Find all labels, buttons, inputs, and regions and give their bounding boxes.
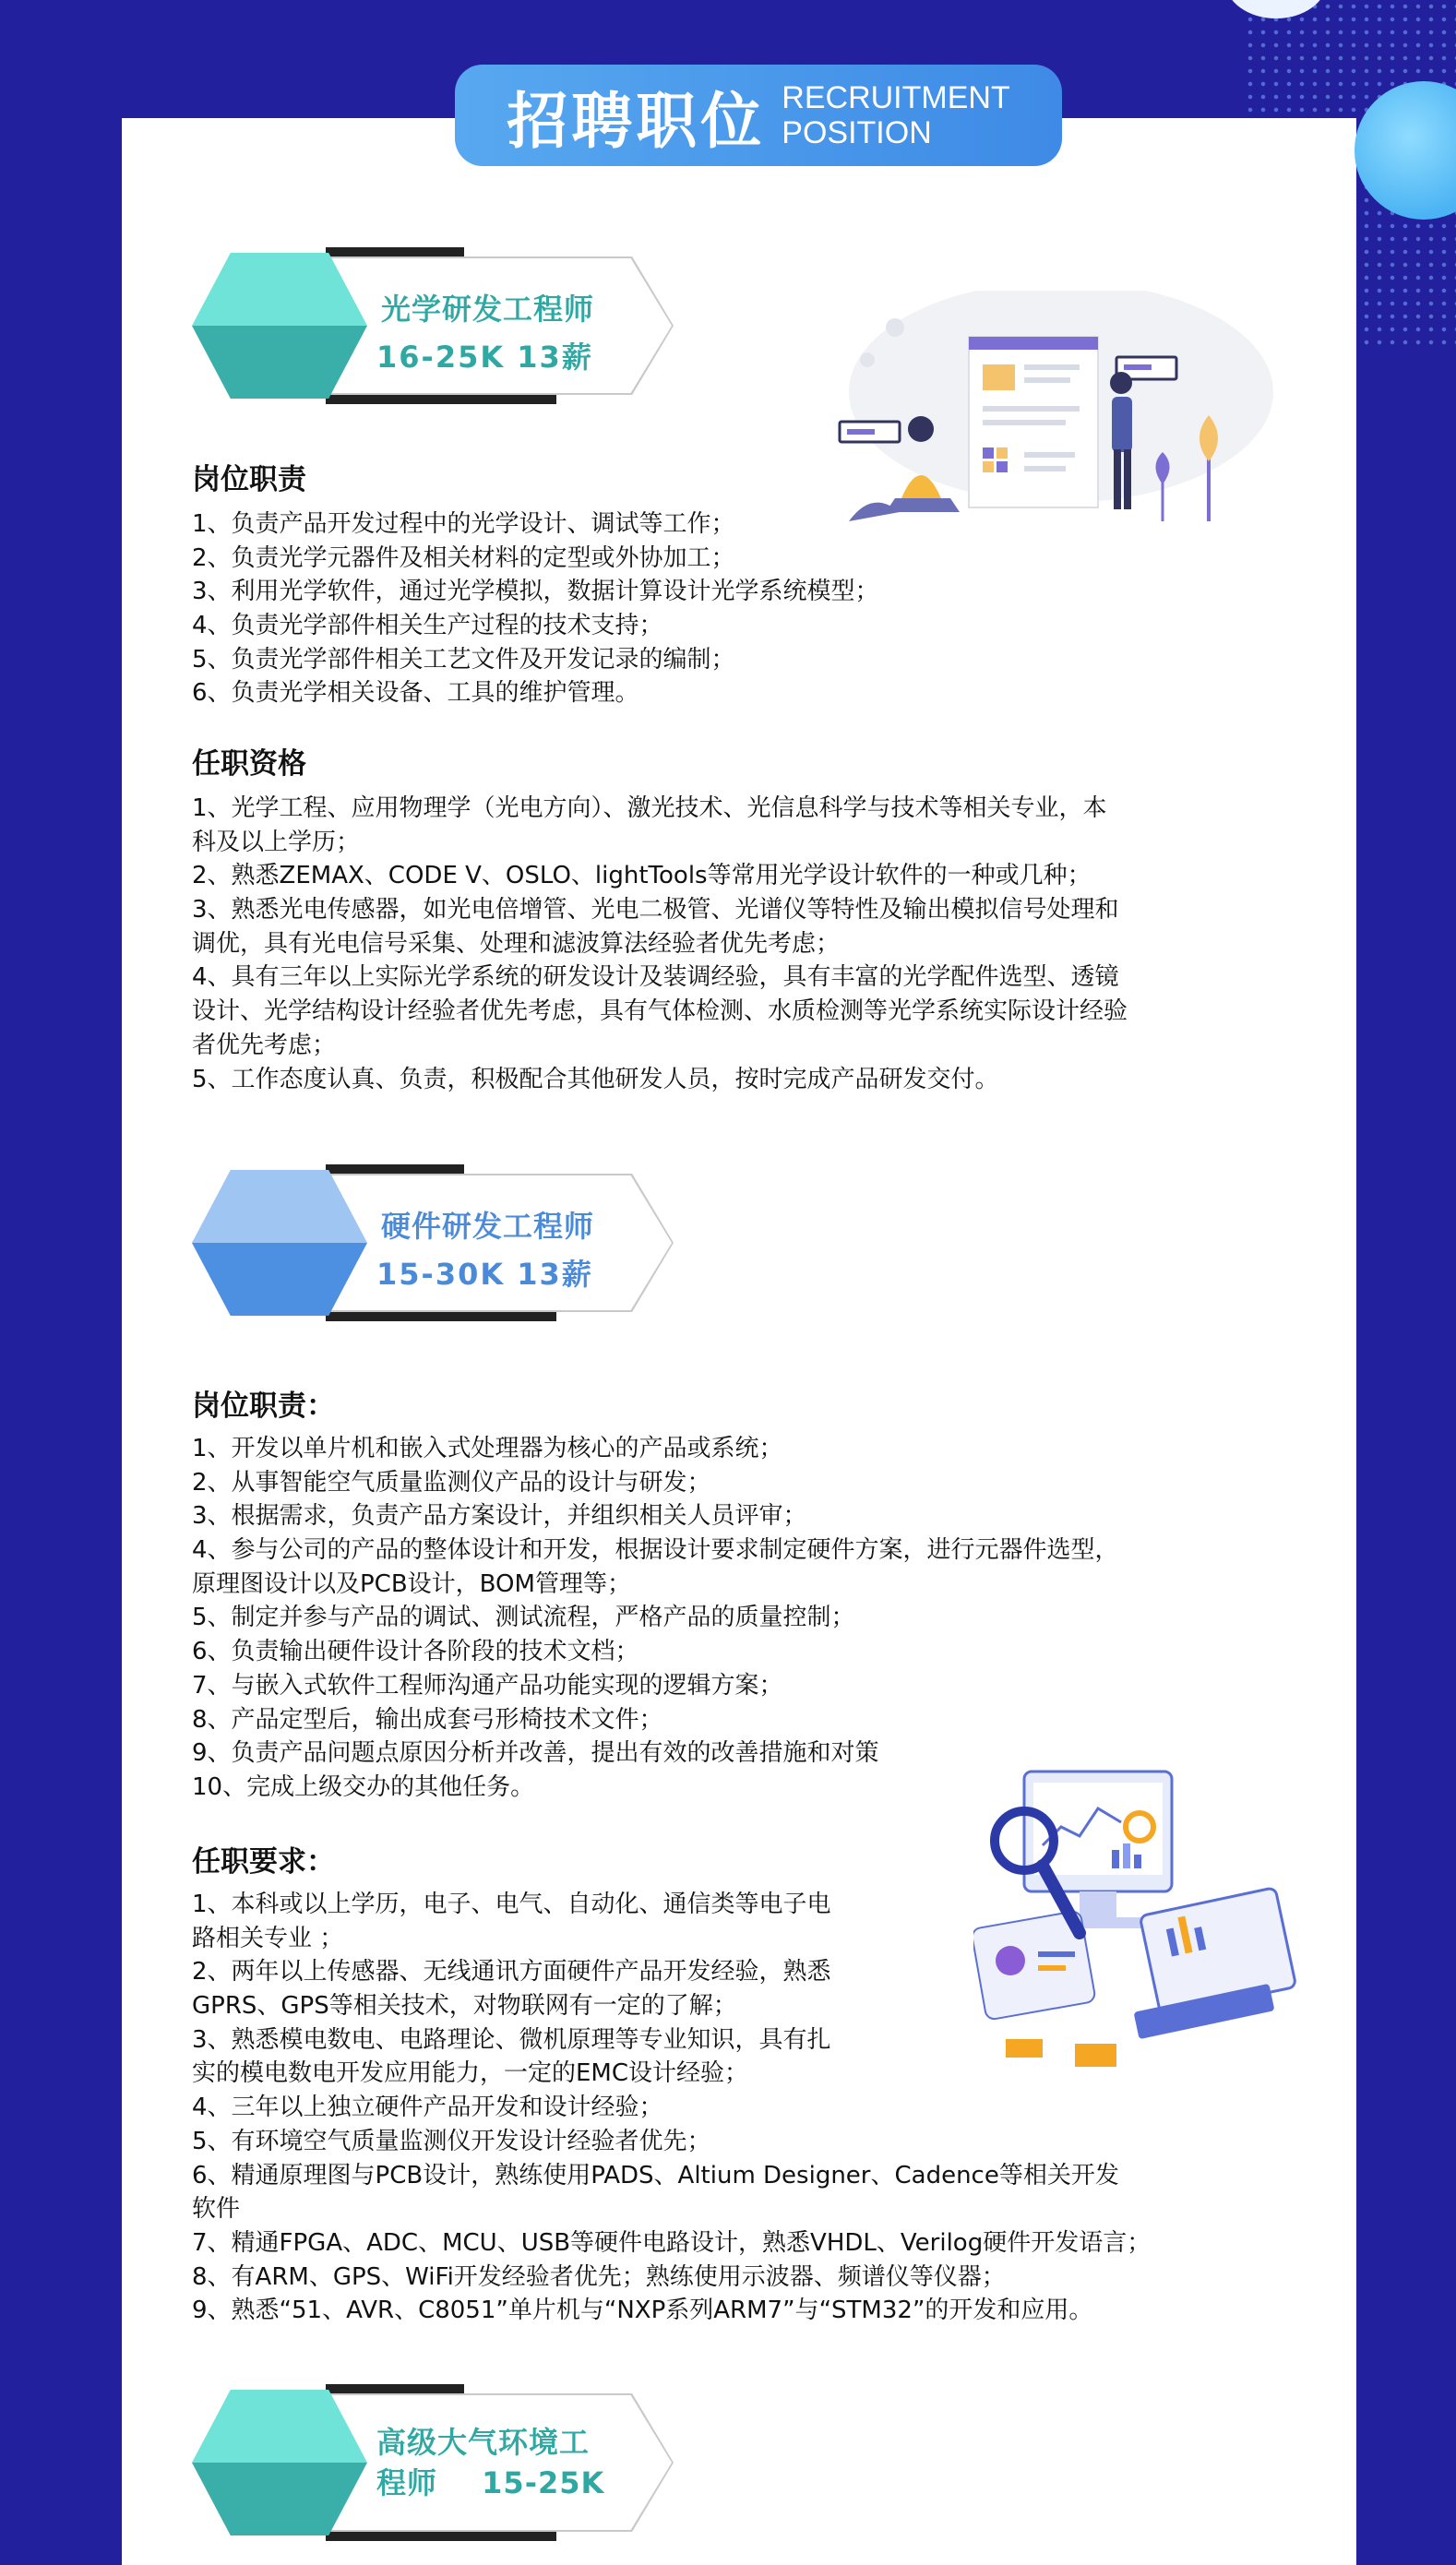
list-item: 1、光学工程、应用物理学（光电方向）、激光技术、光信息科学与技术等相关专业，本 bbox=[192, 794, 1107, 822]
section-heading-requirements: 任职资格 bbox=[192, 747, 306, 781]
list-item: 科及以上学历； bbox=[192, 828, 361, 856]
list-item: 9、负责产品问题点原因分析并改善，提出有效的改善措施和对策 bbox=[192, 1739, 879, 1768]
job1-requirements-list bbox=[192, 792, 1128, 1096]
header-title-en: RECRUITMENT POSITION bbox=[782, 80, 1010, 150]
job-tag-optical bbox=[192, 247, 672, 404]
job-salary: 15-25K bbox=[482, 2465, 605, 2500]
list-item: 7、与嵌入式软件工程师沟通产品功能实现的逻辑方案； bbox=[192, 1671, 783, 1700]
job-salary: 15-30K 13薪 bbox=[376, 1257, 593, 1292]
list-item: 2、负责光学元器件及相关材料的定型或外协加工； bbox=[192, 543, 735, 572]
section-heading-requirements: 任职要求： bbox=[192, 1845, 335, 1879]
list-item: 9、熟悉“51、AVR、C8051”单片机与“NXP系列ARM7”与“STM32”的开发和应用。 bbox=[192, 2297, 1093, 2325]
job-tag-atmospheric bbox=[192, 2384, 672, 2541]
section-heading-duties: 岗位职责： bbox=[192, 1390, 335, 1423]
job-title-line2: 程师 15-25K bbox=[376, 2465, 605, 2500]
list-item: 5、工作态度认真、负责，积极配合其他研发人员，按时完成产品研发交付。 bbox=[192, 1065, 999, 1093]
job-salary: 16-25K 13薪 bbox=[376, 340, 593, 375]
list-item: 4、三年以上独立硬件产品开发和设计经验； bbox=[192, 2094, 663, 2122]
job2-duties-list bbox=[192, 1432, 1119, 1805]
list-item: 2、从事智能空气质量监测仪产品的设计与研发； bbox=[192, 1468, 711, 1497]
list-item: 3、熟悉光电传感器，如光电倍增管、光电二极管、光谱仪等特性及输出模拟信号处理和 bbox=[192, 896, 1119, 925]
job-title: 光学研发工程师 bbox=[381, 292, 595, 327]
list-item: 1、本科或以上学历，电子、电气、自动化、通信类等电子电 bbox=[192, 1891, 831, 1918]
job-tag-hardware bbox=[192, 1164, 672, 1321]
list-item: 6、负责输出硬件设计各阶段的技术文档； bbox=[192, 1638, 639, 1666]
list-item: 10、完成上级交办的其他任务。 bbox=[192, 1772, 535, 1801]
page-header bbox=[455, 65, 1062, 166]
list-item: 4、负责光学部件相关生产过程的技术支持； bbox=[192, 612, 663, 640]
list-item: 实的模电数电开发应用能力，一定的EMC设计经验； bbox=[192, 2059, 749, 2088]
list-item: 8、产品定型后，输出成套弓形椅技术文件； bbox=[192, 1705, 663, 1734]
list-item: 8、有ARM、GPS、WiFi开发经验者优先；熟练使用示波器、频谱仪等仪器； bbox=[192, 2262, 1006, 2291]
list-item: 3、根据需求，负责产品方案设计，并组织相关人员评审； bbox=[192, 1502, 807, 1531]
list-item: 软件 bbox=[192, 2195, 241, 2224]
list-item: 调优，具有光电信号采集、处理和滤波算法经验者优先考虑； bbox=[192, 929, 841, 958]
list-item: 2、两年以上传感器、无线通讯方面硬件产品开发经验，熟悉 bbox=[192, 1958, 831, 1986]
list-item: 3、熟悉模电数电、电路理论、微机原理等专业知识，具有扎 bbox=[192, 2025, 831, 2054]
list-item: 4、参与公司的产品的整体设计和开发，根据设计要求制定硬件方案，进行元器件选型， bbox=[192, 1536, 1119, 1565]
list-item: GPRS、GPS等相关技术，对物联网有一定的了解； bbox=[192, 1992, 737, 2021]
list-item: 5、制定并参与产品的调试、测试流程，严格产品的质量控制； bbox=[192, 1604, 855, 1632]
list-item: 5、有环境空气质量监测仪开发设计经验者优先； bbox=[192, 2127, 711, 2155]
list-item: 6、负责光学相关设备、工具的维护管理。 bbox=[192, 679, 639, 708]
job-title: 高级大气环境工 bbox=[376, 2425, 591, 2460]
section-heading-duties: 岗位职责 bbox=[192, 463, 306, 496]
list-item: 3、利用光学软件，通过光学模拟，数据计算设计光学系统模型； bbox=[192, 578, 879, 606]
list-item: 1、开发以单片机和嵌入式处理器为核心的产品或系统； bbox=[192, 1435, 783, 1462]
job2-requirements-list bbox=[192, 1888, 1151, 2328]
team-browsing-illustration bbox=[812, 291, 1292, 521]
list-item: 者优先考虑； bbox=[192, 1031, 337, 1059]
list-item: 原理图设计以及PCB设计，BOM管理等； bbox=[192, 1569, 631, 1598]
list-item: 路相关专业 ； bbox=[192, 1924, 344, 1952]
list-item: 6、精通原理图与PCB设计，熟练使用PADS、Altium Designer、Cadence等相关开发 bbox=[192, 2161, 1119, 2189]
list-item: 5、负责光学部件相关工艺文件及开发记录的编制； bbox=[192, 645, 735, 674]
list-item: 设计、光学结构设计经验者优先考虑，具有气体检测、水质检测等光学系统实际设计经验 bbox=[192, 997, 1128, 1026]
job1-duties-list bbox=[192, 507, 879, 710]
list-item: 4、具有三年以上实际光学系统的研发设计及装调经验，具有丰富的光学配件选型、透镜 bbox=[192, 963, 1119, 992]
list-item: 1、负责产品开发过程中的光学设计、调试等工作； bbox=[192, 510, 735, 538]
job-title: 硬件研发工程师 bbox=[381, 1209, 595, 1244]
list-item: 7、精通FPGA、ADC、MCU、USB等硬件电路设计，熟悉VHDL、Verilog硬件开发语言； bbox=[192, 2228, 1152, 2257]
list-item: 2、熟悉ZEMAX、CODE V、OSLO、lightTools等常用光学设计软件的一种或几种； bbox=[192, 862, 1092, 890]
header-title-cn: 招聘职位 bbox=[507, 85, 766, 157]
